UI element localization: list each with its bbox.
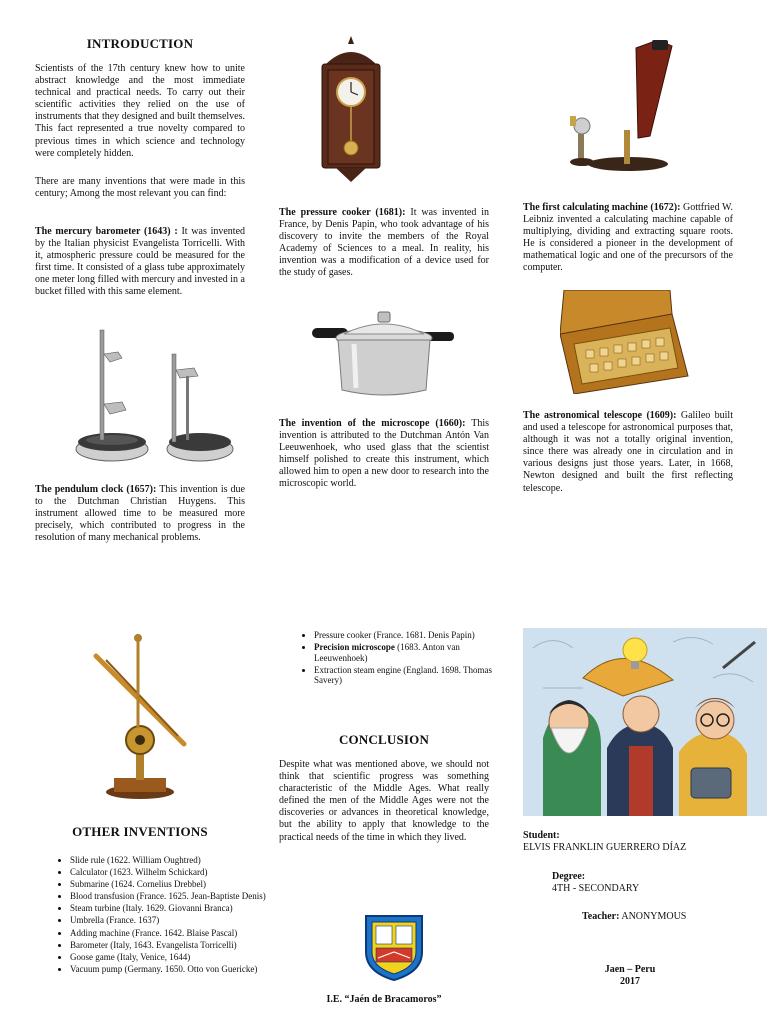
intro-paragraph-2: There are many inventions that were made in this century; Among the most relevant you can find: [35,176,245,200]
degree-block [552,871,639,895]
list-item: • Goose game (Italy, Venice, 1644) [70,952,270,963]
pressure-cooker-title: The pressure cooker (1681): [279,207,406,218]
list-item: • Vacuum pump (Germany. 1650. Otto von Guericke) [70,964,270,975]
list-item: • Barometer (Italy, 1643. Evangelista Torricelli) [70,940,270,951]
pressure-cooker-paragraph [279,207,489,280]
place-text: Jaen – Peru [604,964,656,975]
school-name: I.E. “Jaén de Bracamoros” [326,994,442,1005]
barometer-text: It was invented by the Italian physicist Evangelista Torricelli. With it, atmospheric pressure could be measured for the first time. It consisted of a glass tube approximately one meter long filled with mercury and invested in a bucket filled with this same element. [35,226,246,298]
list-item: • Calculator (1623. Wilhelm Schickard) [70,867,270,878]
place-block [582,964,678,988]
telescope-paragraph [523,410,733,495]
pendulum-title: The pendulum clock (1657): [35,484,157,495]
degree-label: Degree: [552,871,586,882]
pressure-cooker-text: It was invented in France, by Denis Papin, who took advantage of his discovery to invite the members of the Royal Academy of Sciences to a meal. In reality, his invention was a modification of a device used for the study of gases. [279,207,490,279]
student-label: Student: [523,830,560,841]
student-name: ELVIS FRANKLIN GUERRERO DÍAZ [523,842,687,853]
pendulum-paragraph [35,484,245,544]
barometer-paragraph [35,226,245,299]
microscope-image [566,40,690,174]
intro-paragraph-1: Scientists of the 17th century knew how to unite abstract knowledge and the most immediate technical and practical needs. To carry out their scientific activities they relied on the use of instruments that they designed and built themselves. This fact represented a true novelty compared to previous times in which science and technology were completely hidden. [35,63,245,159]
precision-microscope-detail: (1683. Anton van Leeuwenhoek) [314,642,460,663]
teacher-block [582,911,686,923]
list-item: • Blood transfusion (France. 1625. Jean-Baptiste Denis) [70,891,270,902]
microscope-title: The invention of the microscope (1660): [279,418,466,429]
telescope-title: The astronomical telescope (1609): [523,410,677,421]
conclusion-paragraph: Despite what was mentioned above, we should not think that scientific progress was something characteristic of the Middle Ages. What really defined the men of the Middle Ages were not the discoveries or advances in theoretical knowledge, but the ability to apply that knowledge to the practical needs of the time in which they lived. [279,759,489,843]
pendulum-clock-image [318,36,384,182]
list-item: • Slide rule (1622. William Oughtred) [70,855,270,866]
microscope-paragraph [279,418,489,491]
other-inventions-list [38,855,270,976]
list-item: • Pressure cooker (France. 1681. Denis Papin) [314,630,514,641]
list-item: • Umbrella (France. 1637) [70,915,270,926]
more-inventions-list [282,630,514,687]
list-item: • Extraction steam engine (England. 1698. Thomas Savery) [314,665,514,686]
student-block [523,830,686,854]
telescope-text: Galileo built and used a telescope for astronomical purposes that, although it was not a totally original invention, since there was already one in circulation and in various designs just those years. Later, in 1668, Newton designed and built the first reflecting telescope. [523,410,733,494]
list-item: • Adding machine (France. 1642. Blaise Pascal) [70,928,270,939]
pressure-cooker-image [312,308,456,400]
barometer-image [70,326,240,468]
list-item [314,642,514,663]
teacher-value: ANONYMOUS [619,911,687,922]
list-item: • Steam turbine (Italy. 1629. Giovanni Branca) [70,903,270,914]
introduction-heading: INTRODUCTION [86,36,194,51]
degree-value: 4TH - SECONDARY [552,883,640,894]
calculating-machine-text: Gottfried W. Leibniz invented a calculating machine capable of multiplying, dividing and extracting square roots. He is considered a pioneer in the development of mathematical logic and one of the precursors of the computer. [523,202,734,274]
calculating-machine-paragraph [523,202,733,275]
calculating-machine-title: The first calculating machine (1672): [523,202,681,213]
school-crest-image [364,912,424,982]
telescope-image [92,632,188,800]
teacher-label: Teacher: [582,911,620,922]
conclusion-heading: CONCLUSION [338,732,430,747]
other-inventions-heading: OTHER INVENTIONS [72,824,208,839]
calculating-machine-image [560,290,690,394]
precision-microscope-label: Precision microscope [314,642,395,653]
pendulum-text: This invention is due to the Dutchman Christian Huygens. This instrument allowed time to be measured more precisely, which contributed to progress in the resolution of many mechanical problems. [35,484,245,544]
year-text: 2017 [620,976,640,987]
scientists-cartoon-image [523,628,767,816]
barometer-title: The mercury barometer (1643) : [35,226,178,237]
microscope-text: This invention is attributed to the Dutchman Antón Van Leeuwenhoek, who used glass that the scientist himself polished to create this instrument, which allowed him to open a new door to research into the microscopic world. [279,418,489,490]
list-item: • Submarine (1624. Cornelius Drebbel) [70,879,270,890]
